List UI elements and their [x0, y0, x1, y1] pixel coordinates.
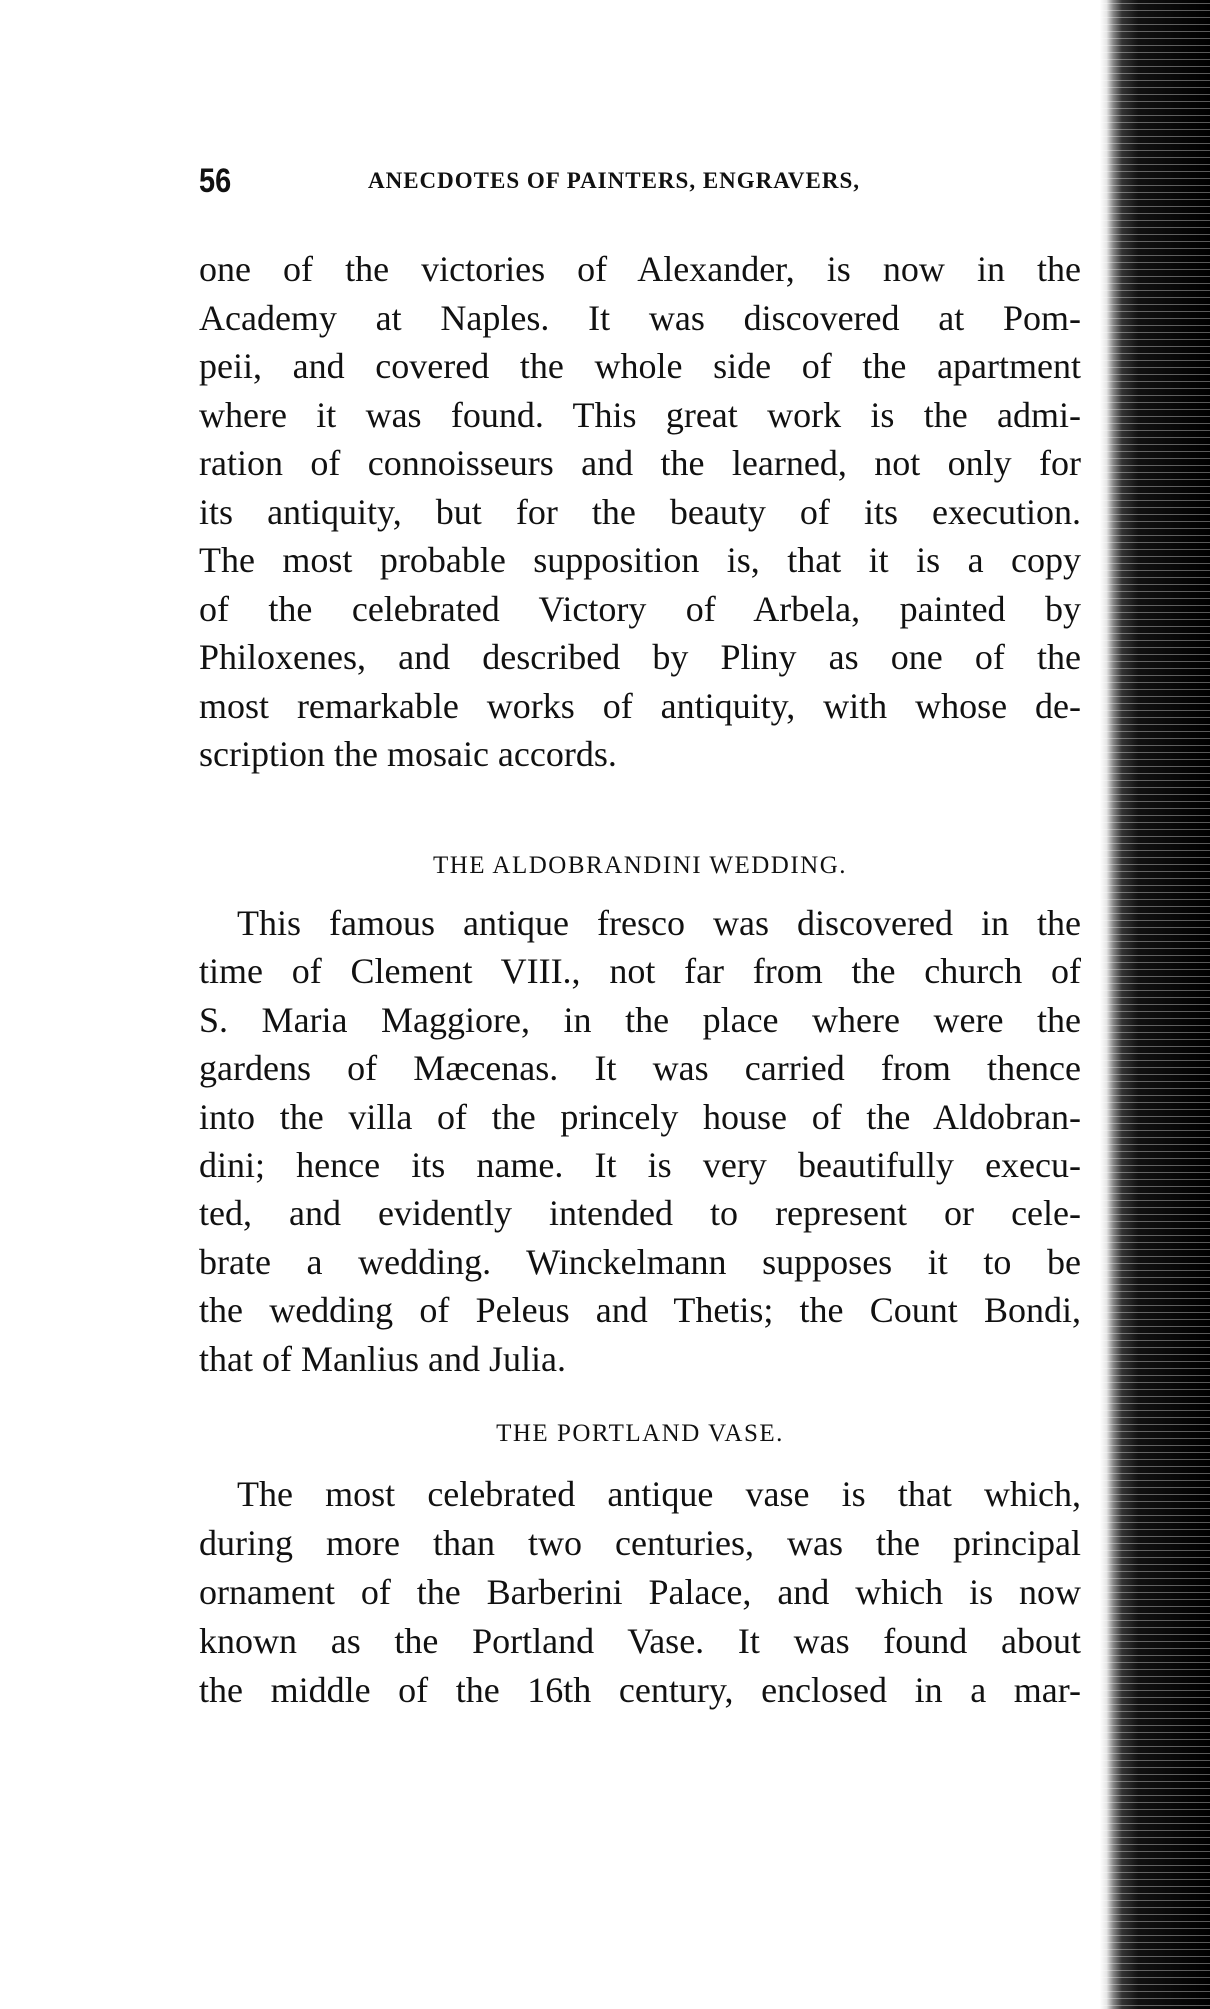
- text-line: Philoxenes, and described by Pliny as one of the: [199, 637, 1081, 677]
- text-line: into the villa of the princely house of the Aldobran-: [199, 1096, 1081, 1137]
- text-line: where it was found. This great work is the admi-: [199, 394, 1081, 435]
- text-line: scription the mosaic accords.: [199, 734, 617, 774]
- text-line: during more than two centuries, was the principal: [199, 1522, 1081, 1563]
- text-line: known as the Portland Vase. It was found about: [199, 1620, 1081, 1661]
- text-line: one of the victories of Alexander, is now in the: [199, 249, 1081, 289]
- text-line: ornament of the Barberini Palace, and which is now: [199, 1571, 1081, 1612]
- heading-aldobrandini-wedding: THE ALDOBRANDINI WEDDING.: [432, 852, 848, 879]
- text-line: Academy at Naples. It was discovered at Pom-: [199, 297, 1081, 338]
- text-line: most remarkable works of antiquity, with whose de-: [199, 685, 1081, 726]
- text-line: the middle of the 16th century, enclosed in a mar-: [199, 1669, 1081, 1710]
- text-line: ration of connoisseurs and the learned, not only for: [199, 443, 1081, 483]
- scanned-page-edge: [1100, 0, 1210, 2009]
- text-line: This famous antique fresco was discovered in the: [237, 903, 1081, 943]
- text-line: brate a wedding. Winckelmann supposes it to be: [199, 1241, 1081, 1282]
- page-number: 56: [199, 162, 232, 200]
- text-line: the wedding of Peleus and Thetis; the Count Bondi,: [199, 1290, 1081, 1331]
- heading-portland-vase: THE PORTLAND VASE.: [496, 1420, 784, 1447]
- text-line: gardens of Mæcenas. It was carried from thence: [199, 1048, 1081, 1089]
- text-line: ted, and evidently intended to represent or cele-: [199, 1193, 1081, 1234]
- text-line: peii, and covered the whole side of the apartment: [199, 346, 1081, 386]
- text-line: time of Clement VIII., not far from the church of: [199, 951, 1081, 992]
- text-line: The most celebrated antique vase is that which,: [237, 1474, 1081, 1514]
- running-head: ANECDOTES OF PAINTERS, ENGRAVERS,: [368, 168, 861, 193]
- text-line: S. Maria Maggiore, in the place where were the: [199, 999, 1081, 1040]
- text-line: of the celebrated Victory of Arbela, painted by: [199, 588, 1081, 629]
- text-line: its antiquity, but for the beauty of its execution.: [199, 491, 1081, 532]
- text-line: dini; hence its name. It is very beautifully execu-: [199, 1145, 1081, 1185]
- text-line: that of Manlius and Julia.: [199, 1338, 566, 1379]
- text-line: The most probable supposition is, that it is a copy: [199, 540, 1081, 580]
